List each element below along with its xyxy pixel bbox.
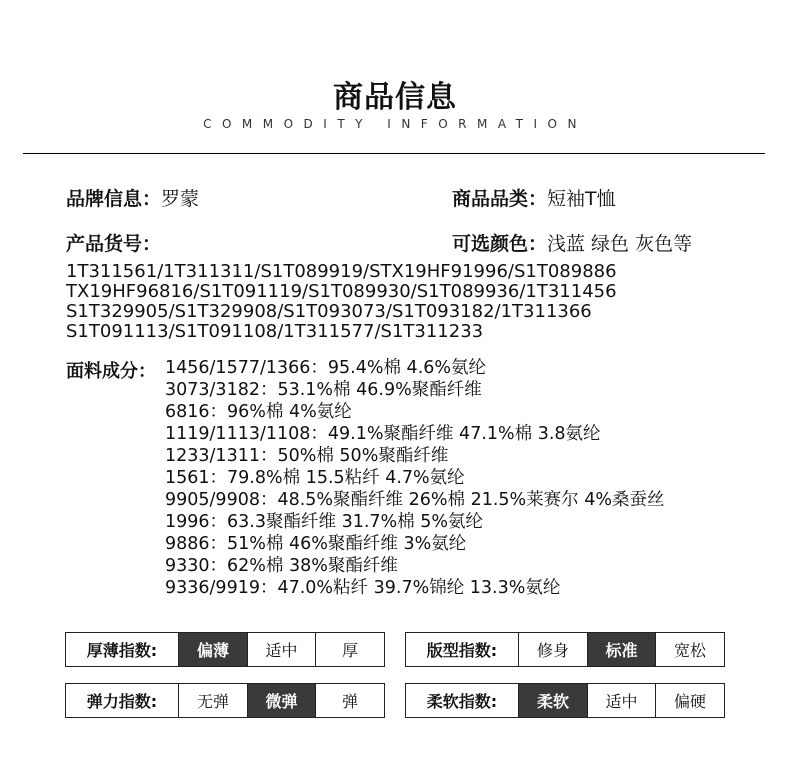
header-divider (23, 153, 765, 154)
fabric-line: 1233/1311：50%棉 50%聚酯纤维 (165, 446, 449, 466)
colors-field (452, 229, 692, 256)
fit-option-slim: 修身 (518, 633, 587, 666)
sku-code-line: TX19HF96816/S1T091119/S1T089930/S1T089936/1T311456 (66, 281, 617, 302)
fit-option-loose: 宽松 (655, 633, 724, 666)
fabric-line: 1456/1577/1366：95.4%棉 4.6%氨纶 (165, 358, 487, 378)
fit-scale-label: 版型指数: (426, 641, 498, 660)
thickness-scale (65, 632, 385, 667)
fit-scale (405, 632, 725, 667)
fabric-line: 9886：51%棉 46%聚酯纤维 3%氨纶 (165, 534, 467, 554)
thickness-scale-label: 厚薄指数: (86, 641, 158, 660)
fabric-line: 9905/9908：48.5%聚酯纤维 26%棉 21.5%莱赛尔 4%桑蚕丝 (165, 490, 665, 510)
sku-code-list (66, 262, 617, 342)
fit-option-standard: 标准 (587, 633, 655, 666)
category-field (452, 184, 616, 211)
colors-value: 浅蓝 绿色 灰色等 (547, 233, 693, 255)
brand-label: 品牌信息： (66, 188, 162, 210)
softness-option-medium: 适中 (587, 684, 655, 717)
softness-scale-label: 柔软指数: (426, 692, 498, 711)
brand-value: 罗蒙 (161, 188, 200, 210)
sku-code-line: S1T329905/S1T329908/S1T093073/S1T093182/1T311366 (66, 301, 592, 322)
colors-label: 可选颜色： (452, 233, 548, 255)
page-subtitle: COMMODITY INFORMATION (203, 117, 587, 131)
fabric-composition-list (165, 357, 665, 599)
softness-option-hard: 偏硬 (655, 684, 724, 717)
elasticity-option-slight: 微弹 (247, 684, 315, 717)
sku-code-line: S1T091113/S1T091108/1T311577/S1T311233 (66, 321, 484, 342)
thickness-option-medium: 适中 (247, 633, 315, 666)
fabric-line: 1996：63.3聚酯纤维 31.7%棉 5%氨纶 (165, 512, 483, 532)
elasticity-option-none: 无弹 (178, 684, 247, 717)
fabric-line: 9330：62%棉 38%聚酯纤维 (165, 556, 398, 576)
softness-scale (405, 683, 725, 718)
elasticity-option-stretch: 弹 (315, 684, 384, 717)
fabric-line: 3073/3182：53.1%棉 46.9%聚酯纤维 (165, 380, 482, 400)
sku-label: 产品货号： (66, 233, 162, 255)
thickness-option-thick: 厚 (315, 633, 384, 666)
fabric-line: 1119/1113/1108：49.1%聚酯纤维 47.1%棉 3.8氨纶 (165, 424, 601, 444)
brand-field (66, 184, 199, 211)
category-label: 商品品类： (452, 188, 548, 210)
elasticity-scale (65, 683, 385, 718)
fabric-line: 9336/9919：47.0%粘纤 39.7%锦纶 13.3%氨纶 (165, 578, 561, 598)
fabric-line: 6816：96%棉 4%氨纶 (165, 402, 352, 422)
thickness-option-thin: 偏薄 (178, 633, 247, 666)
page-title: 商品信息 (333, 80, 457, 115)
fabric-line: 1561：79.8%棉 15.5粘纤 4.7%氨纶 (165, 468, 465, 488)
fabric-label: 面料成分： (66, 361, 156, 382)
sku-code-line: 1T311561/1T311311/S1T089919/STX19HF91996/S1T089886 (66, 261, 617, 282)
category-value: 短袖T恤 (547, 188, 616, 210)
softness-option-soft: 柔软 (518, 684, 587, 717)
elasticity-scale-label: 弹力指数: (86, 692, 158, 711)
sku-field (66, 229, 161, 256)
